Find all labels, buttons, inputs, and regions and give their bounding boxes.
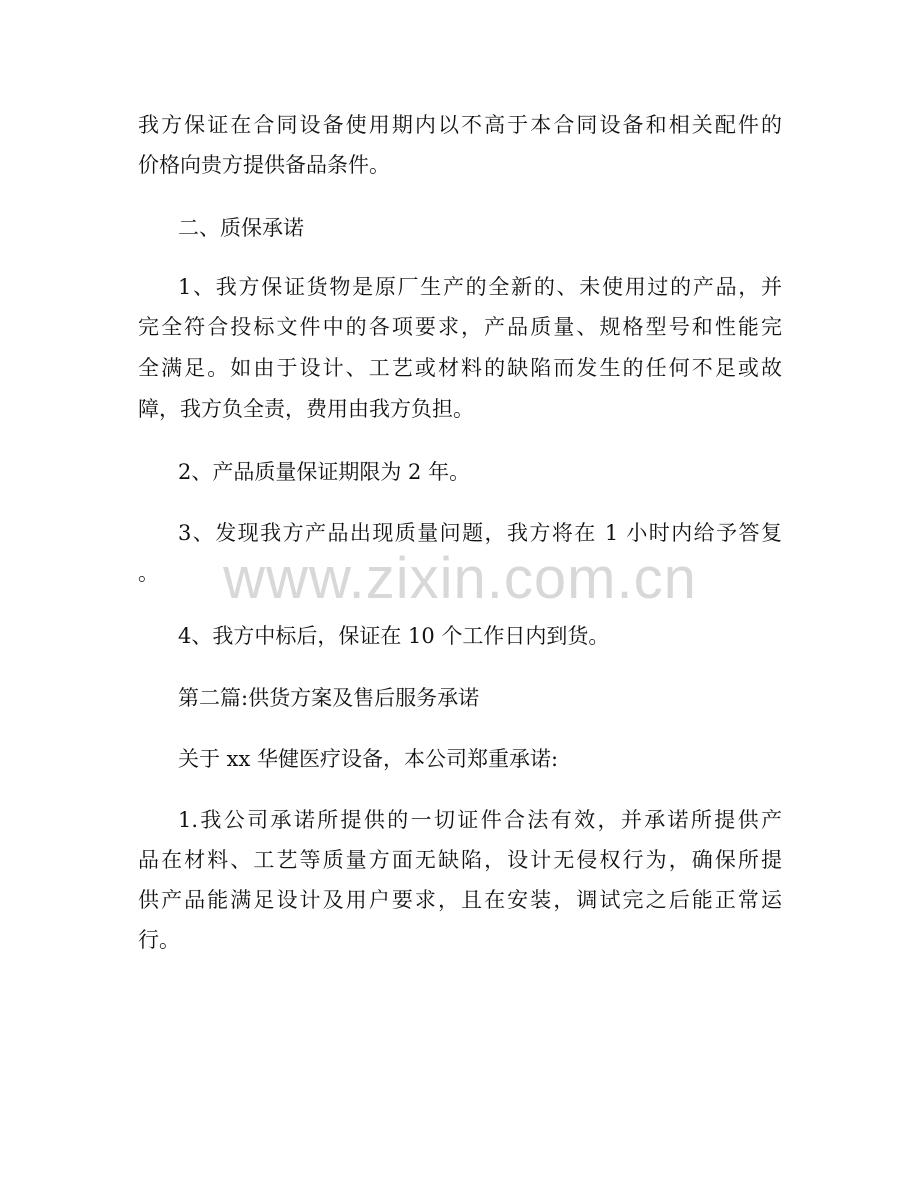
text-line: 1.我公司承诺所提供的一切证件合法有效，并承诺所提供产 [178, 808, 782, 832]
text-line: 价格向贵方提供备品条件。 [138, 153, 390, 177]
text-line: 障，我方负全责，费用由我方负担。 [138, 397, 474, 421]
text-line: 供产品能满足设计及用户要求，且在安装，调试完之后能正常运 [138, 888, 782, 912]
watermark: www.zixin.com.cn [223, 546, 697, 611]
text-line: 全满足。如由于设计、工艺或材料的缺陷而发生的任何不足或故 [138, 356, 782, 380]
text-line: 我方保证在合同设备使用期内以不高于本合同设备和相关配件的 [138, 113, 782, 137]
text-line: 2、产品质量保证期限为 2 年。 [178, 460, 471, 484]
text-line: 完全符合投标文件中的各项要求，产品质量、规格型号和性能完 [138, 315, 782, 339]
section-heading: 二、质保承诺 [178, 216, 304, 240]
text-line: 行。 [138, 928, 180, 952]
text-line: 。 [138, 561, 159, 585]
text-line: 1、我方保证货物是原厂生产的全新的、未使用过的产品，并 [178, 275, 782, 299]
text-line: 品在材料、工艺等质量方面无缺陷，设计无侵权行为，确保所提 [138, 848, 782, 872]
text-line: 3、发现我方产品出现质量问题，我方将在 1 小时内给予答复 [178, 521, 782, 545]
section-heading: 第二篇:供货方案及售后服务承诺 [178, 686, 480, 710]
text-line: 关于 xx 华健医疗设备，本公司郑重承诺: [178, 747, 559, 771]
text-line: 4、我方中标后，保证在 10 个工作日内到货。 [178, 624, 610, 648]
